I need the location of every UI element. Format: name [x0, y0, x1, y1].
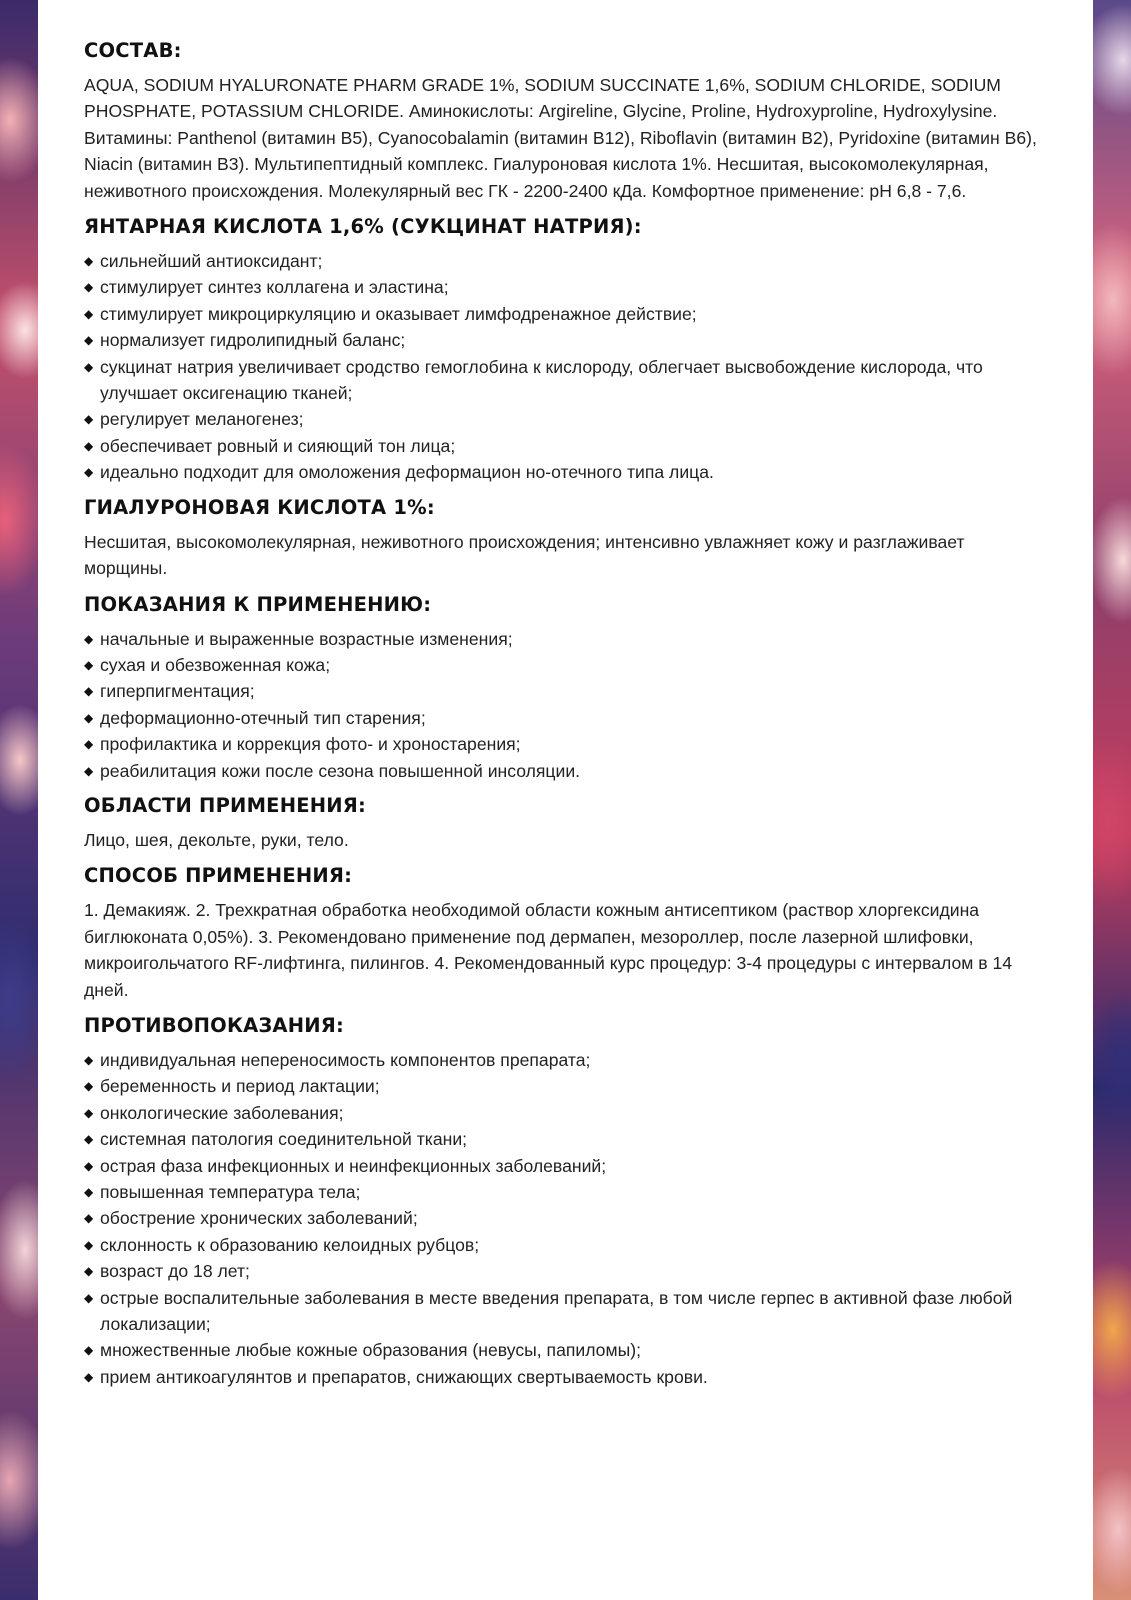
list-item	[84, 1100, 1044, 1126]
list-item	[84, 406, 1044, 432]
list-item-text: реабилитация кожи после сезона повышенной инсоляции.	[100, 760, 581, 781]
list-item-text: острая фаза инфекционных и неинфекционных заболеваний;	[100, 1155, 607, 1176]
list-item	[84, 248, 1044, 274]
list-item	[84, 1364, 1044, 1390]
bullet-list	[84, 626, 1044, 784]
diamond-bullet-icon: ◆	[84, 1132, 94, 1147]
list-item-text: сукцинат натрия увеличивает сродство гемоглобина к кислороду, облегчает высвобождение кислорода, что улучшает оксигенацию тканей;	[100, 356, 983, 404]
diamond-bullet-icon: ◆	[84, 1264, 94, 1279]
list-item	[84, 1258, 1044, 1284]
list-item-text: прием антикоагулянтов и препаратов, снижающих свертываемость крови.	[100, 1366, 708, 1387]
diamond-bullet-icon: ◆	[84, 763, 94, 778]
list-item	[84, 1179, 1044, 1205]
list-item-text: системная патология соединительной ткани;	[100, 1129, 468, 1150]
diamond-bullet-icon: ◆	[84, 657, 94, 672]
diamond-bullet-icon: ◆	[84, 737, 94, 752]
diamond-bullet-icon: ◆	[84, 684, 94, 699]
list-item	[84, 678, 1044, 704]
section-title: ГИАЛУРОНОВАЯ КИСЛОТА 1%:	[84, 495, 435, 519]
list-item-text: повышенная температура тела;	[100, 1182, 361, 1202]
list-item	[84, 1285, 1044, 1338]
section-indications	[84, 592, 1044, 784]
list-item	[84, 1337, 1044, 1363]
list-item-text: обеспечивает ровный и сияющий тон лица;	[100, 435, 456, 456]
list-item	[84, 1126, 1044, 1152]
diamond-bullet-icon: ◆	[84, 1185, 94, 1199]
list-item-text: начальные и выраженные возрастные изменения;	[100, 628, 513, 649]
list-item	[84, 274, 1044, 300]
list-item	[84, 652, 1044, 678]
list-item-text: возраст до 18 лет;	[100, 1261, 250, 1282]
section-title: ПОКАЗАНИЯ К ПРИМЕНЕНИЮ:	[84, 592, 432, 616]
section-title: ПРОТИВОПОКАЗАНИЯ:	[84, 1013, 344, 1037]
section-method	[84, 863, 1044, 1003]
list-item-text: индивидуальная непереносимость компонентов препарата;	[100, 1049, 591, 1070]
diamond-bullet-icon: ◆	[84, 1290, 94, 1305]
list-item	[84, 1205, 1044, 1231]
list-item	[84, 1047, 1044, 1073]
list-item	[84, 626, 1044, 652]
section-text: 1. Демакияж. 2. Трехкратная обработка необходимой области кожным антисептиком (раствор хлоргексидина биглюконата 0,05%). 3. Рекомендовано применение под дермапен, мезороллер, после лазерной шлифовки, микроигольчатого RF-лифтинга, пилингов. 4. Рекомендованный курс процедур: 3-4 процедуры с интервалом в 14 дней.	[84, 900, 1013, 1000]
section-title: СПОСОБ ПРИМЕНЕНИЯ:	[84, 864, 353, 888]
diamond-bullet-icon: ◆	[84, 1052, 94, 1067]
list-item-text: профилактика и коррекция фото- и хроностарения;	[100, 734, 521, 755]
list-item-text: сухая и обезвоженная кожа;	[100, 654, 331, 675]
list-item	[84, 354, 1044, 407]
list-item-text: беременность и период лактации;	[100, 1076, 380, 1097]
list-item	[84, 301, 1044, 327]
diamond-bullet-icon: ◆	[84, 254, 94, 269]
section-hyaluronic-acid	[84, 495, 1044, 582]
list-item	[84, 1073, 1044, 1099]
list-item-text: обострение хронических заболеваний;	[100, 1208, 418, 1229]
list-item-text: гиперпигментация;	[100, 681, 255, 702]
list-item	[84, 1232, 1044, 1258]
list-item-text: деформационно-отечный тип старения;	[100, 707, 426, 728]
floral-border-right	[1093, 0, 1131, 1600]
section-text: Несшитая, высокомолекулярная, неживотного происхождения; интенсивно увлажняет кожу и разглаживает морщины.	[84, 531, 965, 579]
diamond-bullet-icon: ◆	[84, 1079, 94, 1094]
section-title: СОСТАВ:	[84, 39, 182, 62]
diamond-bullet-icon: ◆	[84, 359, 94, 374]
diamond-bullet-icon: ◆	[84, 306, 94, 321]
list-item	[84, 731, 1044, 757]
section-title: ЯНТАРНАЯ КИСЛОТА 1,6% (СУКЦИНАТ НАТРИЯ):	[84, 215, 642, 239]
list-item-text: регулирует меланогенез;	[100, 409, 304, 430]
diamond-bullet-icon: ◆	[84, 1343, 94, 1358]
diamond-bullet-icon: ◆	[84, 333, 94, 348]
floral-border-left	[0, 0, 38, 1600]
list-item-text: множественные любые кожные образования (невусы, папиломы);	[100, 1340, 641, 1361]
list-item-text: идеально подходит для омоложения деформацион но-отечного типа лица.	[100, 462, 714, 483]
diamond-bullet-icon: ◆	[84, 1105, 94, 1120]
list-item	[84, 327, 1044, 353]
diamond-bullet-icon: ◆	[84, 412, 94, 427]
list-item	[84, 758, 1044, 784]
bullet-list	[84, 1047, 1044, 1390]
section-text: Лицо, шея, декольте, руки, тело.	[84, 829, 349, 850]
bullet-list	[84, 248, 1044, 486]
diamond-bullet-icon: ◆	[84, 1211, 94, 1226]
diamond-bullet-icon: ◆	[84, 465, 94, 480]
list-item-text: склонность к образованию келоидных рубцов;	[100, 1234, 480, 1255]
diamond-bullet-icon: ◆	[84, 280, 94, 295]
list-item	[84, 459, 1044, 485]
diamond-bullet-icon: ◆	[84, 438, 94, 453]
list-item	[84, 705, 1044, 731]
section-composition	[84, 38, 1044, 204]
list-item-text: онкологические заболевания;	[100, 1102, 344, 1123]
document-body	[84, 38, 1044, 1399]
section-succinic-acid	[84, 214, 1044, 486]
list-item	[84, 1153, 1044, 1179]
diamond-bullet-icon: ◆	[84, 1158, 94, 1173]
diamond-bullet-icon: ◆	[84, 1369, 94, 1384]
section-contraindications	[84, 1013, 1044, 1390]
list-item-text: нормализует гидролипидный баланс;	[100, 330, 406, 351]
section-title: ОБЛАСТИ ПРИМЕНЕНИЯ:	[84, 793, 366, 817]
list-item-text: сильнейший антиоксидант;	[100, 251, 323, 272]
list-item-text: стимулирует микроциркуляцию и оказывает лимфодренажное действие;	[100, 303, 697, 324]
list-item	[84, 433, 1044, 459]
diamond-bullet-icon: ◆	[84, 631, 94, 646]
diamond-bullet-icon: ◆	[84, 710, 94, 725]
list-item-text: стимулирует синтез коллагена и эластина;	[100, 277, 449, 298]
list-item-text: острые воспалительные заболевания в месте введения препарата, в том числе герпес в активной фазе любой локализации;	[100, 1287, 1013, 1335]
section-text: AQUA, SODIUM HYALURONATE PHARM GRADE 1%, SODIUM SUCCINATE 1,6%, SODIUM CHLORIDE, SODIUM PHOSPHATE, POTASSIUM CHLORIDE. Аминокислоты: Argireline, Glycine, Proline, Hydroxyproline, Hydroxylysine. Витамины: Panthenol (витамин B5), Cyanocobalamin (витамин B12), Riboflavin (витамин B2), Pyridoxine (витамин B6), Niacin (витамин B3). Мультипептидный комплекс. Гиалуроновая кислота 1%. Несшитая, высокомолекулярная, неживотного происхождения. Молекулярный вес ГК - 2200-2400 кДа. Комфортное применение: pH 6,8 - 7,6.	[84, 75, 1037, 201]
section-application-areas	[84, 793, 1044, 853]
diamond-bullet-icon: ◆	[84, 1237, 94, 1252]
